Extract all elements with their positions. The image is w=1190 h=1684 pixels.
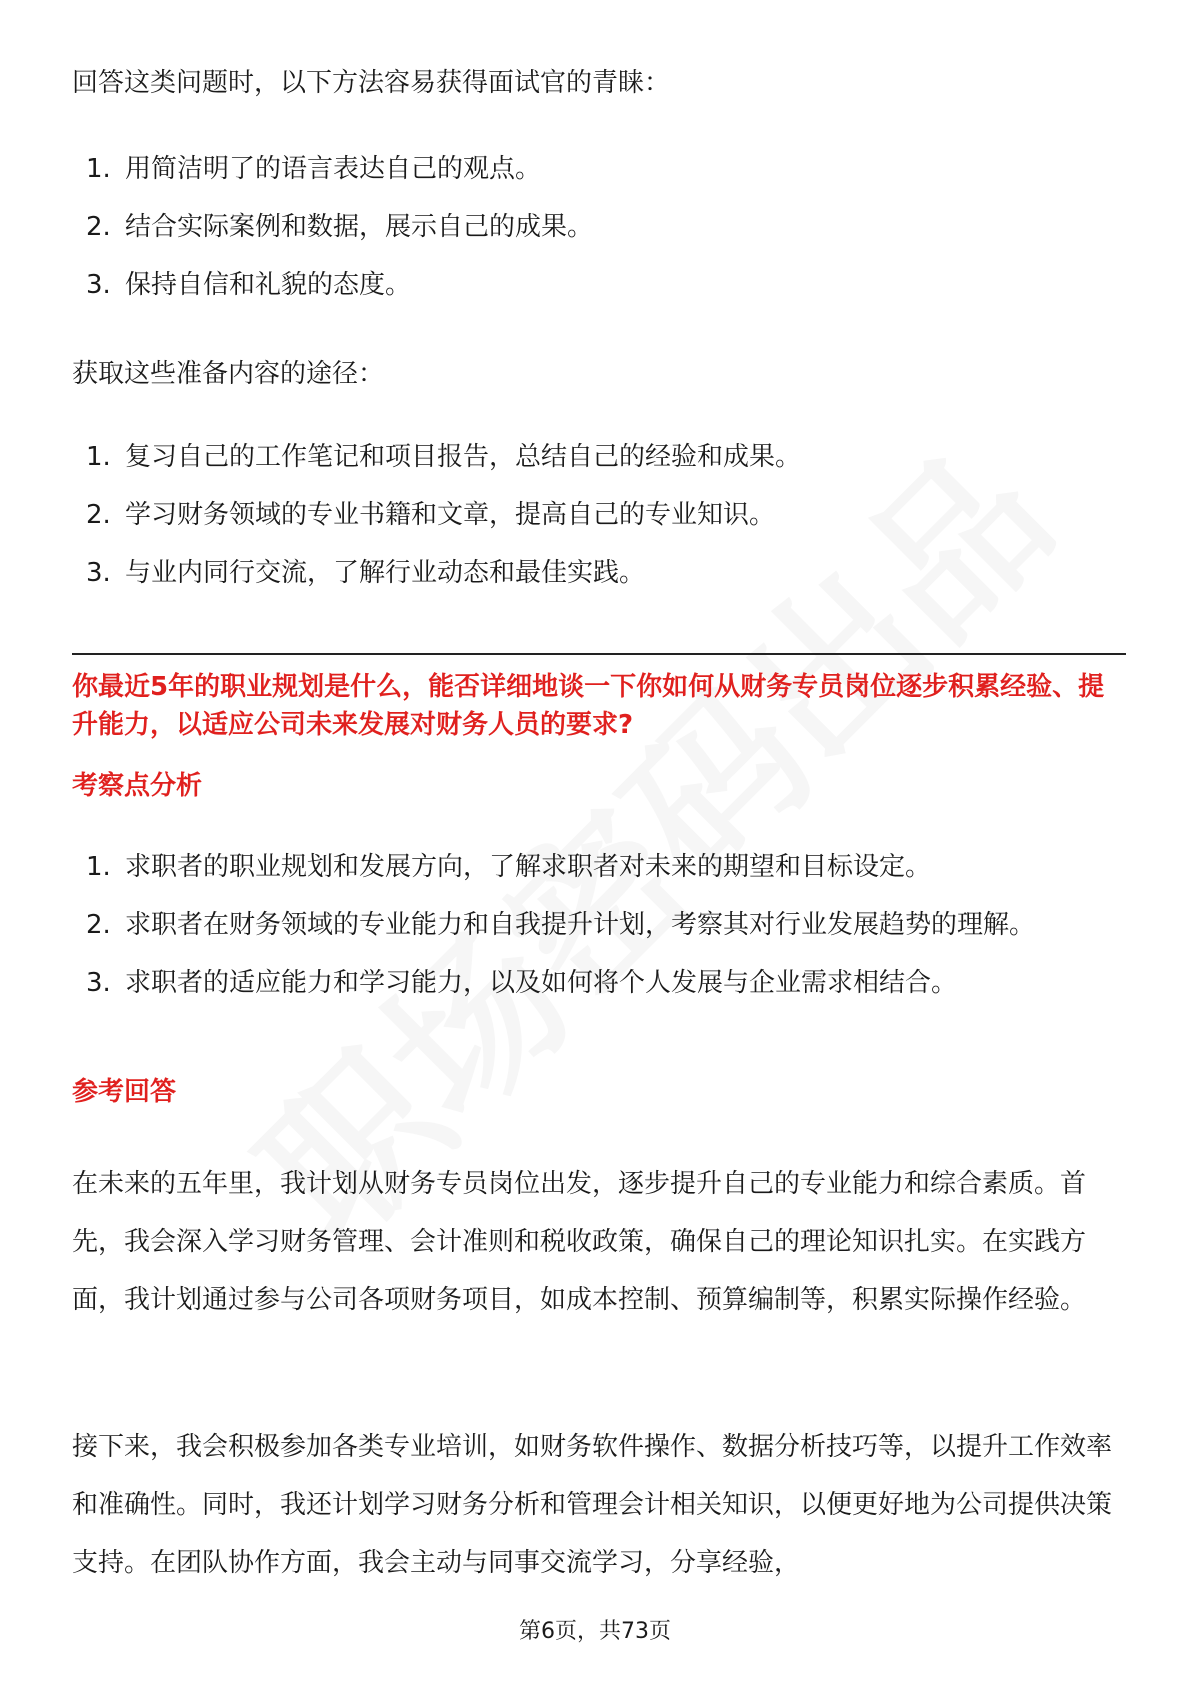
list-item: 3. 保持自信和礼貌的态度。: [86, 270, 412, 300]
heading-answer: 参考回答: [72, 1077, 177, 1107]
intro-paragraph-sources: 获取这些准备内容的途径：: [72, 359, 385, 389]
methods-list: [72, 140, 593, 314]
heading-analysis: 考察点分析: [72, 771, 203, 801]
list-item: 1. 求职者的职业规划和发展方向，了解求职者对未来的期望和目标设定。: [86, 852, 932, 882]
list-item: 2. 学习财务领域的专业书籍和文章，提高自己的专业知识。: [86, 500, 776, 530]
interview-question: 你最近5年的职业规划是什么，能否详细地谈一下你如何从财务专员岗位逐步积累经验、提升能力，以适应公司未来发展对财务人员的要求?: [72, 672, 1105, 740]
answer-paragraph-2: 接下来，我会积极参加各类专业培训，如财务软件操作、数据分析技巧等，以提升工作效率和准确性。同时，我还计划学习财务分析和管理会计相关知识，以便更好地为公司提供决策支持。在团队协作方面，我会主动与同事交流学习，分享经验，: [72, 1432, 1113, 1578]
page-number: 第6页，共73页: [519, 1619, 671, 1644]
answer-paragraph-1: 在未来的五年里，我计划从财务专员岗位出发，逐步提升自己的专业能力和综合素质。首先，我会深入学习财务管理、会计准则和税收政策，确保自己的理论知识扎实。在实践方面，我计划通过参与公司各项财务项目，如成本控制、预算编制等，积累实际操作经验。: [72, 1169, 1087, 1315]
list-item: 3. 与业内同行交流，了解行业动态和最佳实践。: [86, 558, 646, 588]
list-item: 1. 复习自己的工作笔记和项目报告，总结自己的经验和成果。: [86, 442, 802, 472]
list-item: 3. 求职者的适应能力和学习能力，以及如何将个人发展与企业需求相结合。: [86, 968, 958, 998]
list-item: 2. 结合实际案例和数据，展示自己的成果。: [86, 212, 594, 242]
list-item: 2. 求职者在财务领域的专业能力和自我提升计划，考察其对行业发展趋势的理解。: [86, 910, 1036, 940]
sources-list: [72, 428, 801, 602]
intro-paragraph-methods: 回答这类问题时，以下方法容易获得面试官的青睐：: [72, 68, 671, 98]
analysis-list: [72, 838, 1035, 1012]
list-item: 1. 用简洁明了的语言表达自己的观点。: [86, 154, 542, 184]
section-divider: [72, 653, 1126, 655]
